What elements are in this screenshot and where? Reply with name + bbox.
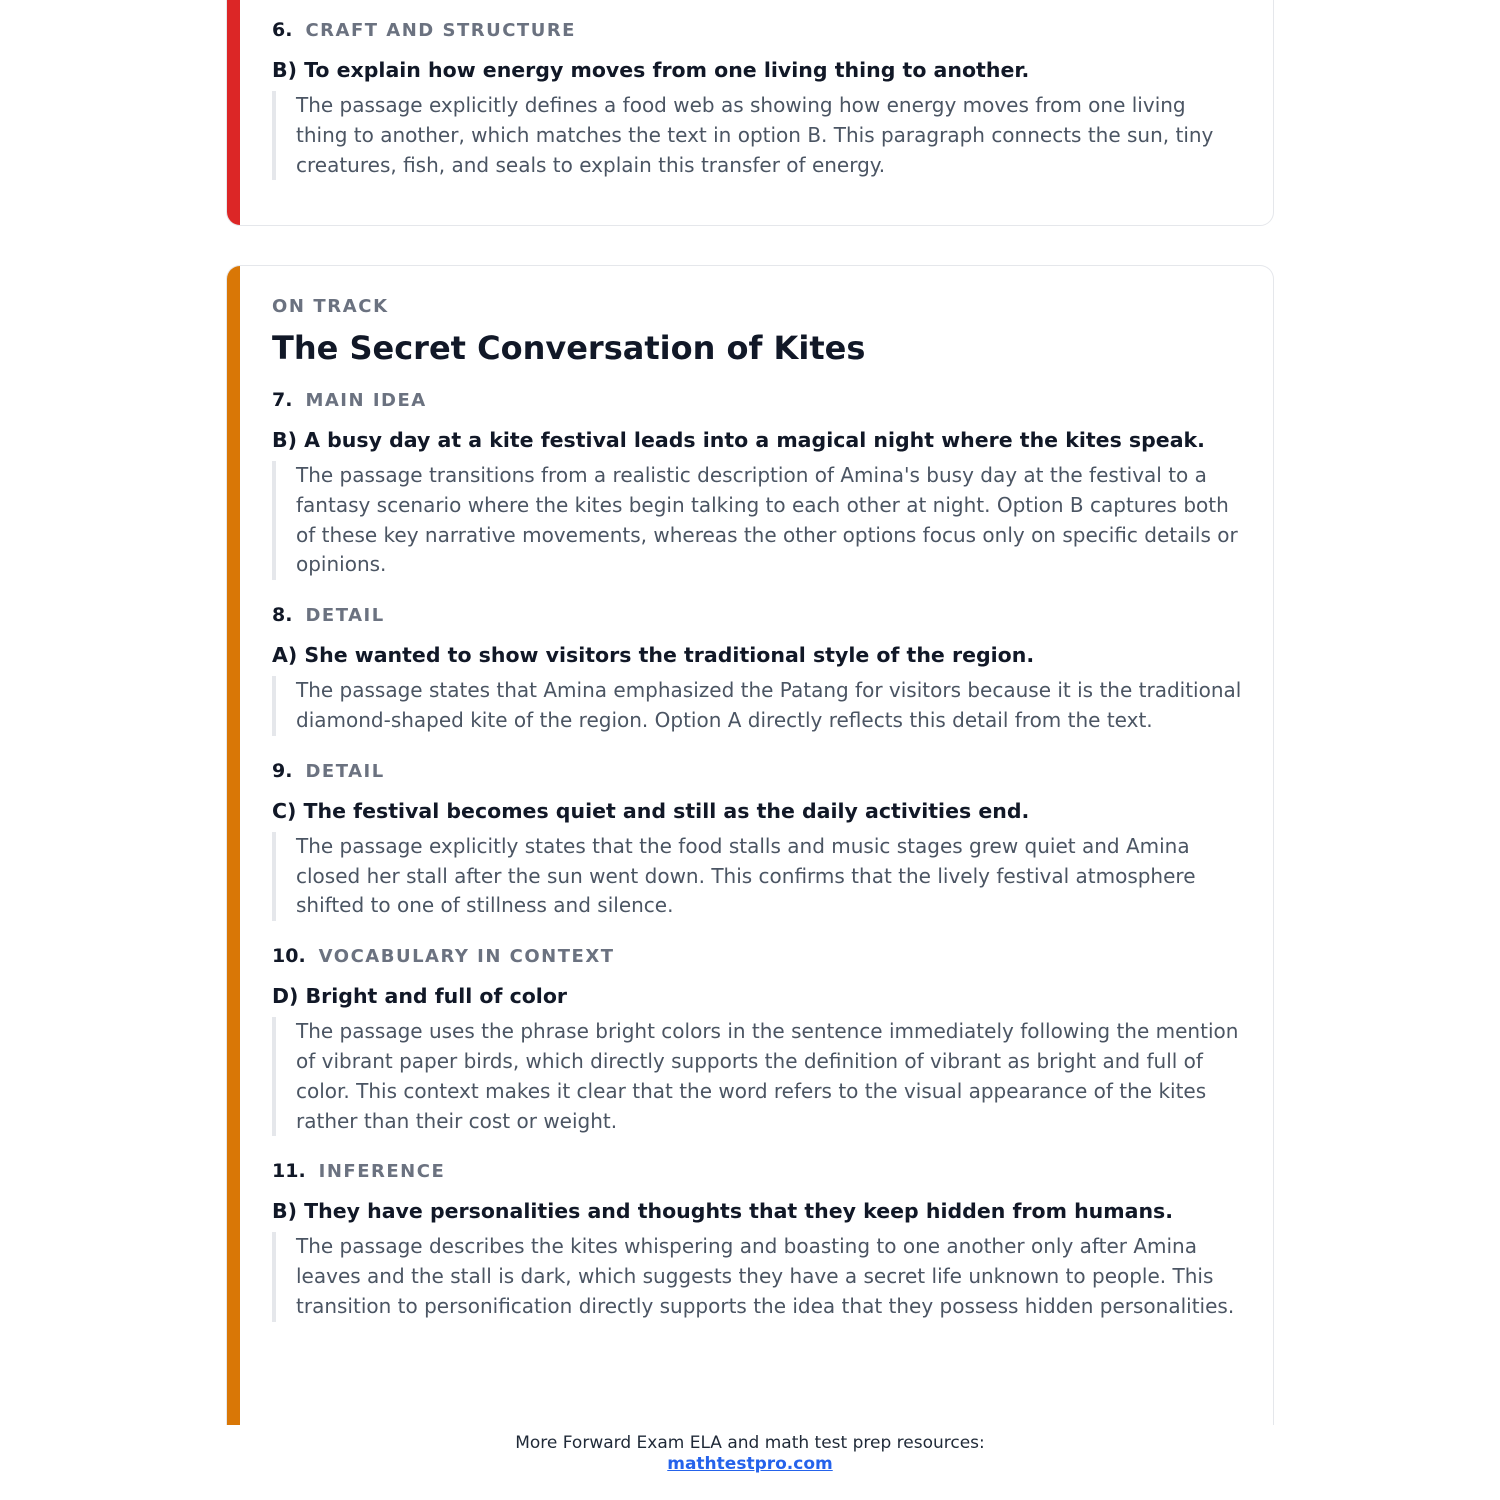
status-label: ON TRACK <box>272 296 389 317</box>
question-item <box>272 604 1243 736</box>
question-type: CRAFT AND STRUCTURE <box>305 20 576 41</box>
card-accent-bar <box>227 266 240 1425</box>
answer-explanation: The passage states that Amina emphasized the Patang for visitors because it is the traditional diamond-shaped kite of the region. Option A directly reflects this detail from the text. <box>272 676 1243 736</box>
answer-explanation: The passage describes the kites whispering and boasting to one another only after Amina leaves and the stall is dark, which suggests they have a secret life unknown to people. This transition to personification directly supports the idea that they possess hidden personalities. <box>272 1232 1243 1321</box>
question-type: VOCABULARY IN CONTEXT <box>318 946 615 968</box>
question-item <box>272 19 1243 180</box>
results-card-previous <box>226 0 1274 226</box>
correct-answer: A) She wanted to show visitors the traditional style of the region. <box>272 643 1035 668</box>
question-header <box>272 760 1243 790</box>
question-header <box>272 1160 1243 1190</box>
answer-explanation: The passage explicitly defines a food web as showing how energy moves from one living thing to another, which matches the text in option B. This paragraph connects the sun, tiny creatures, fish, and seals to explain this transfer of energy. <box>272 91 1243 180</box>
card-accent-bar <box>227 0 240 225</box>
question-type: INFERENCE <box>318 1161 446 1183</box>
correct-answer: B) To explain how energy moves from one living thing to another. <box>272 58 1030 82</box>
question-type: MAIN IDEA <box>305 390 427 411</box>
question-type: DETAIL <box>305 605 385 627</box>
correct-answer: B) They have personalities and thoughts that they keep hidden from humans. <box>272 1199 1174 1224</box>
question-number: 10. <box>272 945 306 968</box>
question-header <box>272 19 1243 49</box>
passage-title: The Secret Conversation of Kites <box>272 329 866 367</box>
answer-explanation: The passage explicitly states that the food stalls and music stages grew quiet and Amina closed her stall after the sun went down. This confirms that the lively festival atmosphere shifted to one of stillness and silence. <box>272 832 1243 921</box>
question-header <box>272 945 1243 975</box>
answer-explanation: The passage transitions from a realistic description of Amina's busy day at the festival to a fantasy scenario where the kites begin talking to each other at night. Option B captures both of these key narrative movements, whereas the other options focus only on specific details or opinions. <box>272 461 1243 580</box>
question-item <box>272 389 1243 580</box>
question-item <box>272 760 1243 921</box>
footer-link[interactable]: mathtestpro.com <box>667 1454 833 1474</box>
question-number: 6. <box>272 19 293 41</box>
results-card-passage <box>226 265 1274 1425</box>
question-number: 11. <box>272 1160 306 1183</box>
question-number: 7. <box>272 389 293 411</box>
question-number: 9. <box>272 759 293 782</box>
correct-answer: B) A busy day at a kite festival leads into a magical night where the kites speak. <box>272 428 1205 452</box>
footer <box>0 1433 1500 1475</box>
question-type: DETAIL <box>305 760 385 782</box>
question-item <box>272 1160 1243 1321</box>
correct-answer: C) The festival becomes quiet and still as the daily activities end. <box>272 798 1030 823</box>
question-header <box>272 389 1243 419</box>
question-item <box>272 945 1243 1136</box>
question-number: 8. <box>272 604 293 627</box>
footer-text: More Forward Exam ELA and math test prep resources: <box>515 1433 985 1453</box>
question-header <box>272 604 1243 634</box>
answer-explanation: The passage uses the phrase bright colors in the sentence immediately following the mention of vibrant paper birds, which directly supports the definition of vibrant as bright and full of color. This context makes it clear that the word refers to the visual appearance of the kites rather than their cost or weight. <box>272 1017 1243 1136</box>
correct-answer: D) Bright and full of color <box>272 984 568 1009</box>
